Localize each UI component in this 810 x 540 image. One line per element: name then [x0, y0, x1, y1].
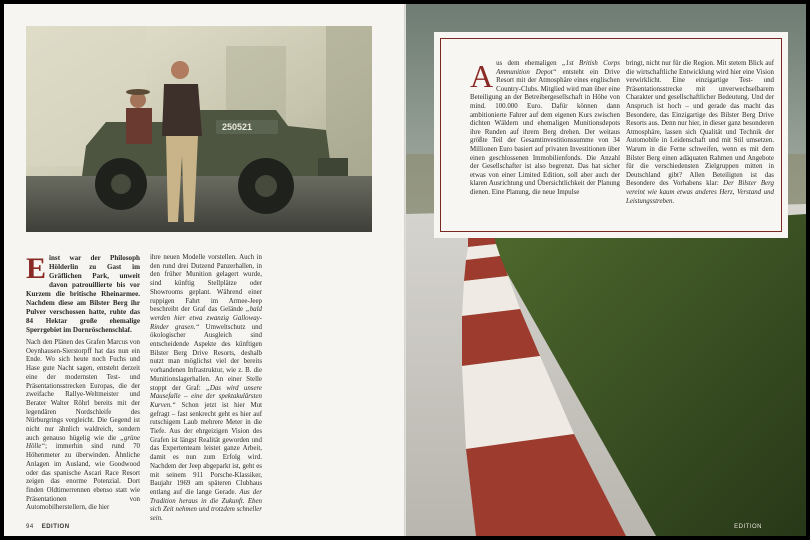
text-box: [434, 32, 788, 238]
body-text: ihre neuen Modelle vorstellen. Auch in den rund drei Dutzend Panzerhallen, in den früher Munition gelagert wurde, sind künftig Stellplätze oder Showrooms geplant. Während einer ruppigen Fahrt im Armee-Jeep beschreibt der Graf das Gelände: [150, 254, 262, 314]
box-column-2: [626, 60, 774, 210]
quote-text: „bald werden hier etwa zwanzig Galloway-Rinder grasen.“: [150, 306, 262, 331]
text-column-2: [150, 254, 262, 528]
quote-text: „1st British Corps Ammunition Depot“: [496, 60, 620, 76]
quote-text: „grüne Hölle“: [26, 434, 140, 451]
lead-paragraph: [26, 254, 140, 335]
left-page: [4, 4, 406, 536]
drop-cap: A: [470, 58, 494, 94]
drop-cap: E: [26, 252, 47, 285]
body-paragraph: [150, 254, 262, 524]
magazine-name: EDITION: [734, 524, 762, 530]
body-text: bringt, nicht nur für die Region. Mit stetem Blick auf die wirtschaftliche Entwicklung wird hier eine Vision verwirklicht. Eine einzigartige Test- und Präsentationsstrecke mit unverwechselbarem Charakter und gesellschaftlicher Bedeutung. Und der Anspruch ist hoch – und gerade das macht das Besondere, das Einzigartige des Bilster Berg Drive Resorts aus. Denn nur hier, in dieser ganz besonderen Atmosphäre, lassen sich Qualität und Technik der Automobile in Leidenschaft und mit Stil umsetzen. Warum in die Ferne schweifen, wenn es mit dem Bilster Berg einen adäquaten Rahmen und Angebote für die verschiedensten Zielgruppen mitten in Deutschland gibt? Allen Beteiligten ist das Besondere des Vorhabens klar:: [626, 60, 774, 188]
magazine-spread: [4, 4, 806, 536]
quote-text: Der Bilster Berg vereint wie kaum etwas anderes Herz, Verstand und Leistungsstreben.: [626, 180, 774, 205]
page-number: 94: [26, 524, 34, 530]
right-page: [406, 4, 806, 536]
body-paragraph: [470, 60, 620, 198]
body-paragraph: [26, 339, 140, 513]
jeep-illustration: [26, 26, 372, 232]
quote-text: Aus der Tradition heraus in die Zukunft. Eben sich Zeit nehmen und trotzdem schneller sein.: [150, 488, 262, 523]
page-folio: [26, 524, 70, 530]
body-text: Umweltschutz und ökologischer Ausgleich sind entscheidende Aspekte des künftigen Bilster Berg Drive Resorts, deshalb nutzt man möglichst viel der bereits vorhandenen Infrastruktur, wie z. B. die Munitionslagerhallen. An einer Stelle stoppt der Graf:: [150, 323, 262, 392]
quote-text: „Das wird unsere Mausefalle – eine der spektakulärsten Kurven.“: [150, 384, 262, 409]
body-text: Nach den Plänen des Grafen Marcus von Oeynhausen-Sierstorpff hat das nun ein Ende. Wo sich heute noch Fuchs und Hase gute Nacht sagen, entsteht derzeit eine der modernsten Test- und Präsentationsstrecken Europas, die der zweifache Rallye-Weltmeister und Berater Walter Röhrl bereits mit der legendären Nordschleife des Nürburgrings vergleicht. Die Gegend ist nicht nur ähnlich waldreich, sondern auch genauso hügelig wie die: [26, 339, 140, 442]
box-column-1: [470, 60, 620, 202]
jeep-plate: 250521: [222, 122, 253, 132]
lead-text: inst war der Philosoph Hölderlin zu Gast im Gräflichen Park, unweit davon patrouillierte bis vor Kurzem die britische Rheinarmee. Nachdem diese am Bilster Berg ihr Pulver verschossen hatte, ruhte das 84 Hektar große ehemalige Sperrgebiet im Dornröschenschlaf.: [26, 254, 140, 334]
jeep-photo: [26, 26, 372, 232]
body-text: Schon jetzt ist hier Mut gefragt – fast senkrecht geht es hier auf rutschigem Laub mehrere Meter in die Tiefe. Aus der ehrgeizigen Vision des Grafen ist längst Realität geworden und das Expertenteam leistet ganze Arbeit, damit es nun zum Erfolg wird. Nachdem der Jeep abgeparkt ist, geht es mit seinem 911 Porsche-Klassiker, Baujahr 1969 am späteren Clubhaus entlang auf die lange Gerade.: [150, 401, 262, 496]
body-text: us dem ehemaligen: [496, 60, 557, 67]
body-text: entsteht ein Drive Resort mit der Atmosphäre eines englischen Country-Clubs. Mitglied wird man über eine Beteiligung an der Betreibergesellschaft in Höhe von mind. 100.000 Euro. Dafür können dann ambitionierte Fahrer auf dem eigenen Kurs zwischen dichten Wäldern und ehemaligen Munitionsdepots ihre Runden auf ihrem Berg drehen. Der weitaus größte Teil der Gesamtinvestitionssumme von 34 Millionen Euro basiert auf privaten Investitionen über einen geschlossenen Immobilienfonds. Die Anzahl der Gesellschafter ist also begrenzt. Das hat sicher etwas von einer Limited Edition, soll aber auch der klaren Ausrichtung und Übersichtlichkeit der Planung dienen. Eine Planung, die neue Impulse: [470, 68, 620, 196]
text-column-1: [26, 254, 140, 517]
body-text: ; immerhin sind rund 70 Höhenmeter zu überwinden. Ähnliche Anlagen im Ausland, wie Goodwood oder das spanische Ascari Race Resort zeigen das enorme Potenzial. Dort finden Oldtimerrennen ebenso statt wie Präsentationen von Automobilherstellern, die hier: [26, 443, 140, 512]
magazine-name: EDITION: [41, 524, 70, 530]
body-paragraph: [626, 60, 774, 206]
